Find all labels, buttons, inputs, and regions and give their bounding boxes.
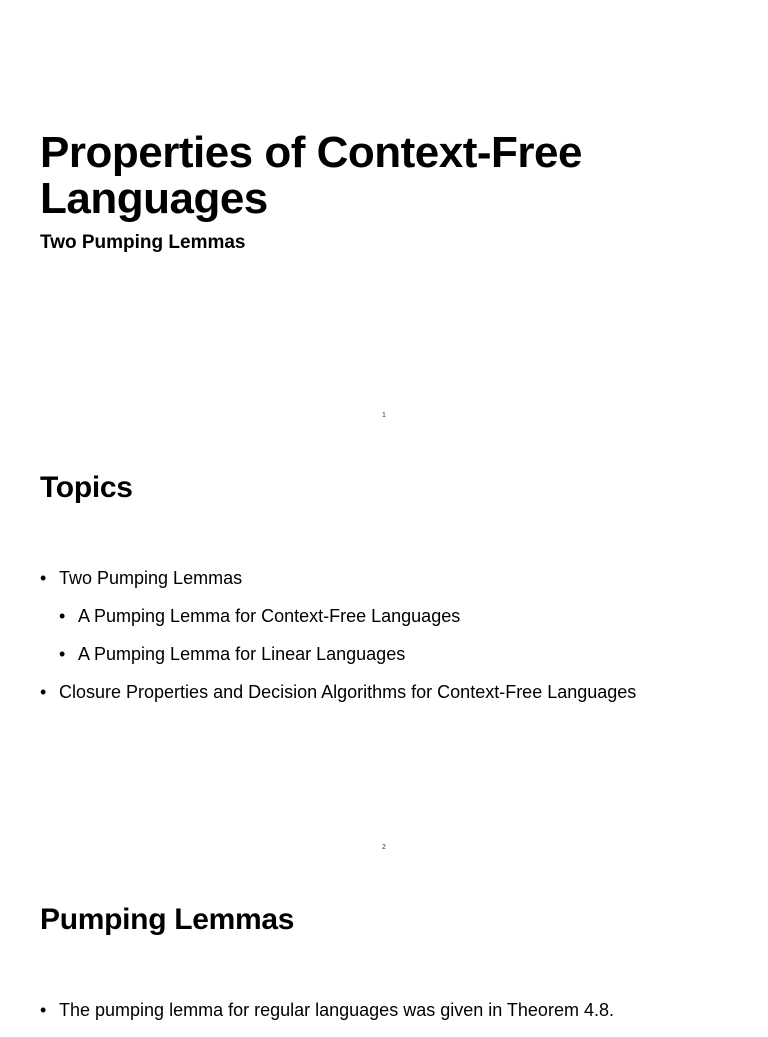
list-item-text: The pumping lemma for regular languages was given in Theorem 4.8. — [59, 1000, 614, 1020]
list-item — [59, 605, 636, 627]
list-item — [40, 567, 636, 589]
slide-subtitle: Two Pumping Lemmas — [40, 232, 246, 253]
list-item — [40, 999, 614, 1021]
bullet-icon: • — [40, 682, 47, 702]
page-number: 1 — [382, 412, 386, 419]
content-list — [40, 999, 614, 1037]
list-item-text: Closure Properties and Decision Algorithms for Context-Free Languages — [59, 682, 637, 702]
list-item-text: A Pumping Lemma for Context-Free Languages — [78, 606, 461, 626]
list-item — [40, 681, 636, 703]
slide-heading: Pumping Lemmas — [40, 903, 295, 936]
list-item-text: A Pumping Lemma for Linear Languages — [78, 644, 406, 664]
slide-heading: Topics — [40, 471, 133, 504]
bullet-icon: • — [40, 1000, 47, 1020]
list-item-text: Two Pumping Lemmas — [59, 568, 243, 588]
bullet-icon: • — [59, 606, 66, 626]
bullet-icon: • — [59, 644, 66, 664]
topics-list — [40, 567, 636, 719]
slide-title: Properties of Context-Free Languages — [40, 128, 582, 223]
slide-2 — [0, 432, 768, 864]
page-number: 2 — [382, 844, 386, 851]
list-item — [59, 643, 636, 665]
bullet-icon: • — [40, 568, 47, 588]
slide-3 — [0, 864, 768, 1024]
slide-1 — [0, 0, 768, 432]
